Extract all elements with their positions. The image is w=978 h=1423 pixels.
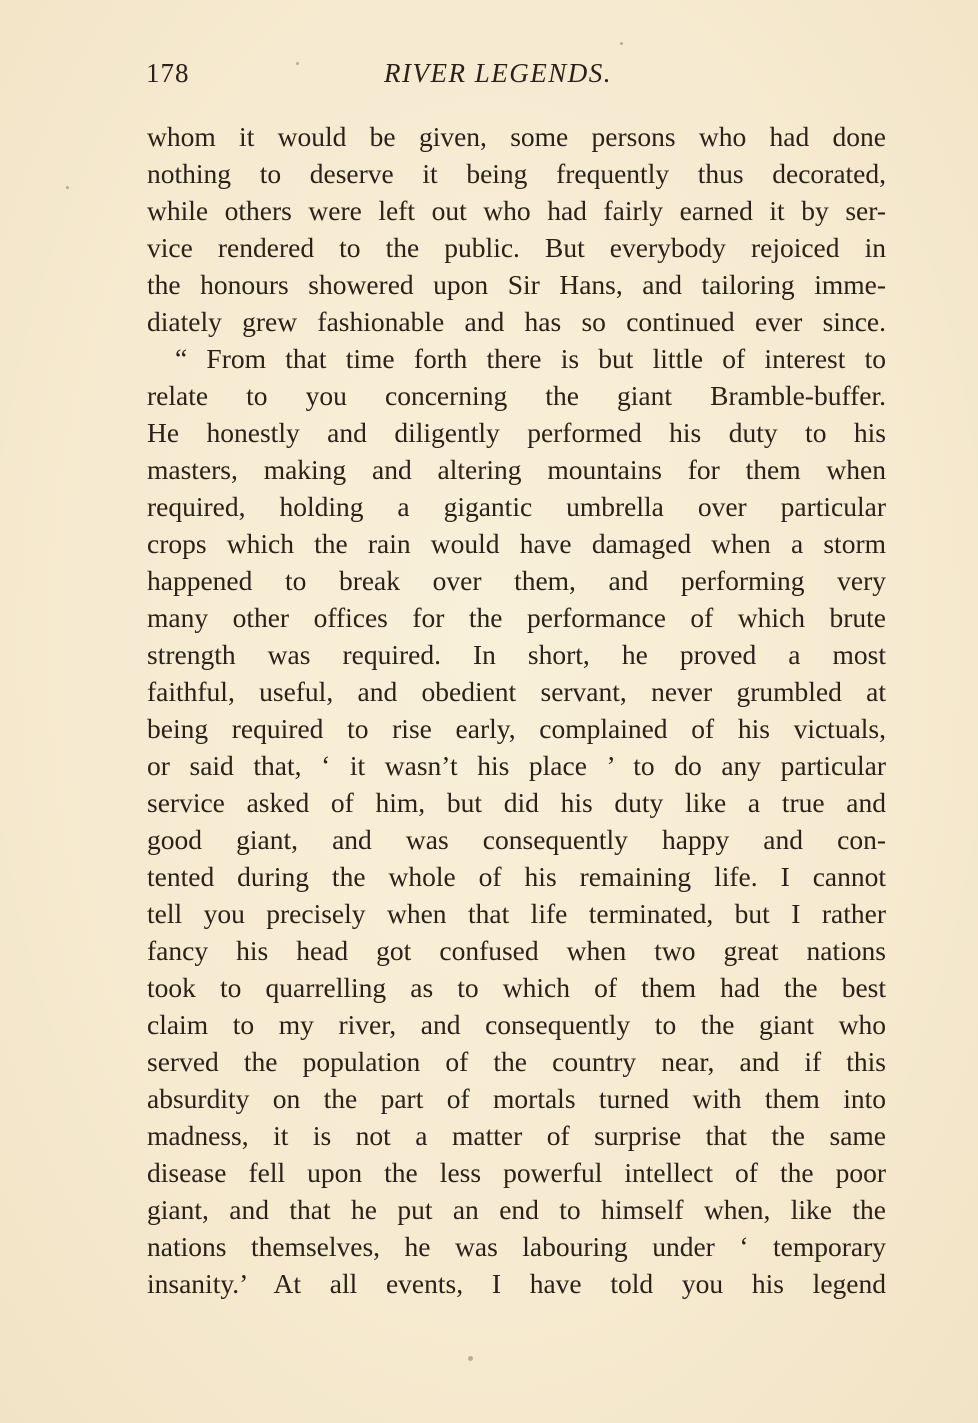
text-line: whom it would be given, some persons who had done xyxy=(147,121,886,152)
text-line: required, holding a gigantic umbrella over particular xyxy=(147,491,886,522)
text-line: nations themselves, he was labouring under ‘ temporary xyxy=(147,1231,886,1262)
text-line: fancy his head got confused when two great nations xyxy=(147,935,886,966)
text-line: absurdity on the part of mortals turned with them into xyxy=(147,1083,886,1114)
text-line: the honours showered upon Sir Hans, and tailoring imme- xyxy=(147,269,886,300)
text-line: happened to break over them, and performing very xyxy=(147,565,886,596)
text-line: He honestly and diligently performed his duty to his xyxy=(147,417,886,448)
text-line: disease fell upon the less powerful intellect of the poor xyxy=(147,1157,886,1188)
text-line: or said that, ‘ it wasn’t his place ’ to do any particular xyxy=(147,750,886,781)
text-line: insanity.’ At all events, I have told you his legend xyxy=(147,1268,886,1299)
text-line: many other offices for the performance of which brute xyxy=(147,602,886,633)
text-line: tell you precisely when that life terminated, but I rather xyxy=(147,898,886,929)
page-header xyxy=(146,58,886,98)
text-line: masters, making and altering mountains for them when xyxy=(147,454,886,485)
text-line: nothing to deserve it being frequently thus decorated, xyxy=(147,158,886,189)
text-line: service asked of him, but did his duty like a true and xyxy=(147,787,886,818)
text-line: took to quarrelling as to which of them had the best xyxy=(147,972,886,1003)
text-line: “ From that time forth there is but little of interest to xyxy=(175,343,886,374)
paper-speck xyxy=(66,186,69,189)
body-text xyxy=(147,118,886,1302)
text-line: being required to rise early, complained of his victuals, xyxy=(147,713,886,744)
text-line: vice rendered to the public. But everybody rejoiced in xyxy=(147,232,886,263)
text-line: claim to my river, and consequently to the giant who xyxy=(147,1009,886,1040)
text-line: strength was required. In short, he proved a most xyxy=(147,639,886,670)
text-line: while others were left out who had fairly earned it by ser- xyxy=(147,195,886,226)
text-line: madness, it is not a matter of surprise that the same xyxy=(147,1120,886,1151)
text-line: diately grew fashionable and has so continued ever since. xyxy=(147,306,886,337)
paper-speck xyxy=(620,42,623,45)
text-line: faithful, useful, and obedient servant, never grumbled at xyxy=(147,676,886,707)
paper-speck xyxy=(468,1356,473,1361)
text-line: tented during the whole of his remaining life. I cannot xyxy=(147,861,886,892)
running-title: RIVER LEGENDS. xyxy=(384,58,612,88)
text-line: served the population of the country near, and if this xyxy=(147,1046,886,1077)
text-line: crops which the rain would have damaged when a storm xyxy=(147,528,886,559)
text-line: giant, and that he put an end to himself when, like the xyxy=(147,1194,886,1225)
page-number: 178 xyxy=(146,58,190,88)
text-line: relate to you concerning the giant Bramble-buffer. xyxy=(147,380,886,411)
paper-speck xyxy=(296,62,299,65)
text-line: good giant, and was consequently happy and con- xyxy=(147,824,886,855)
